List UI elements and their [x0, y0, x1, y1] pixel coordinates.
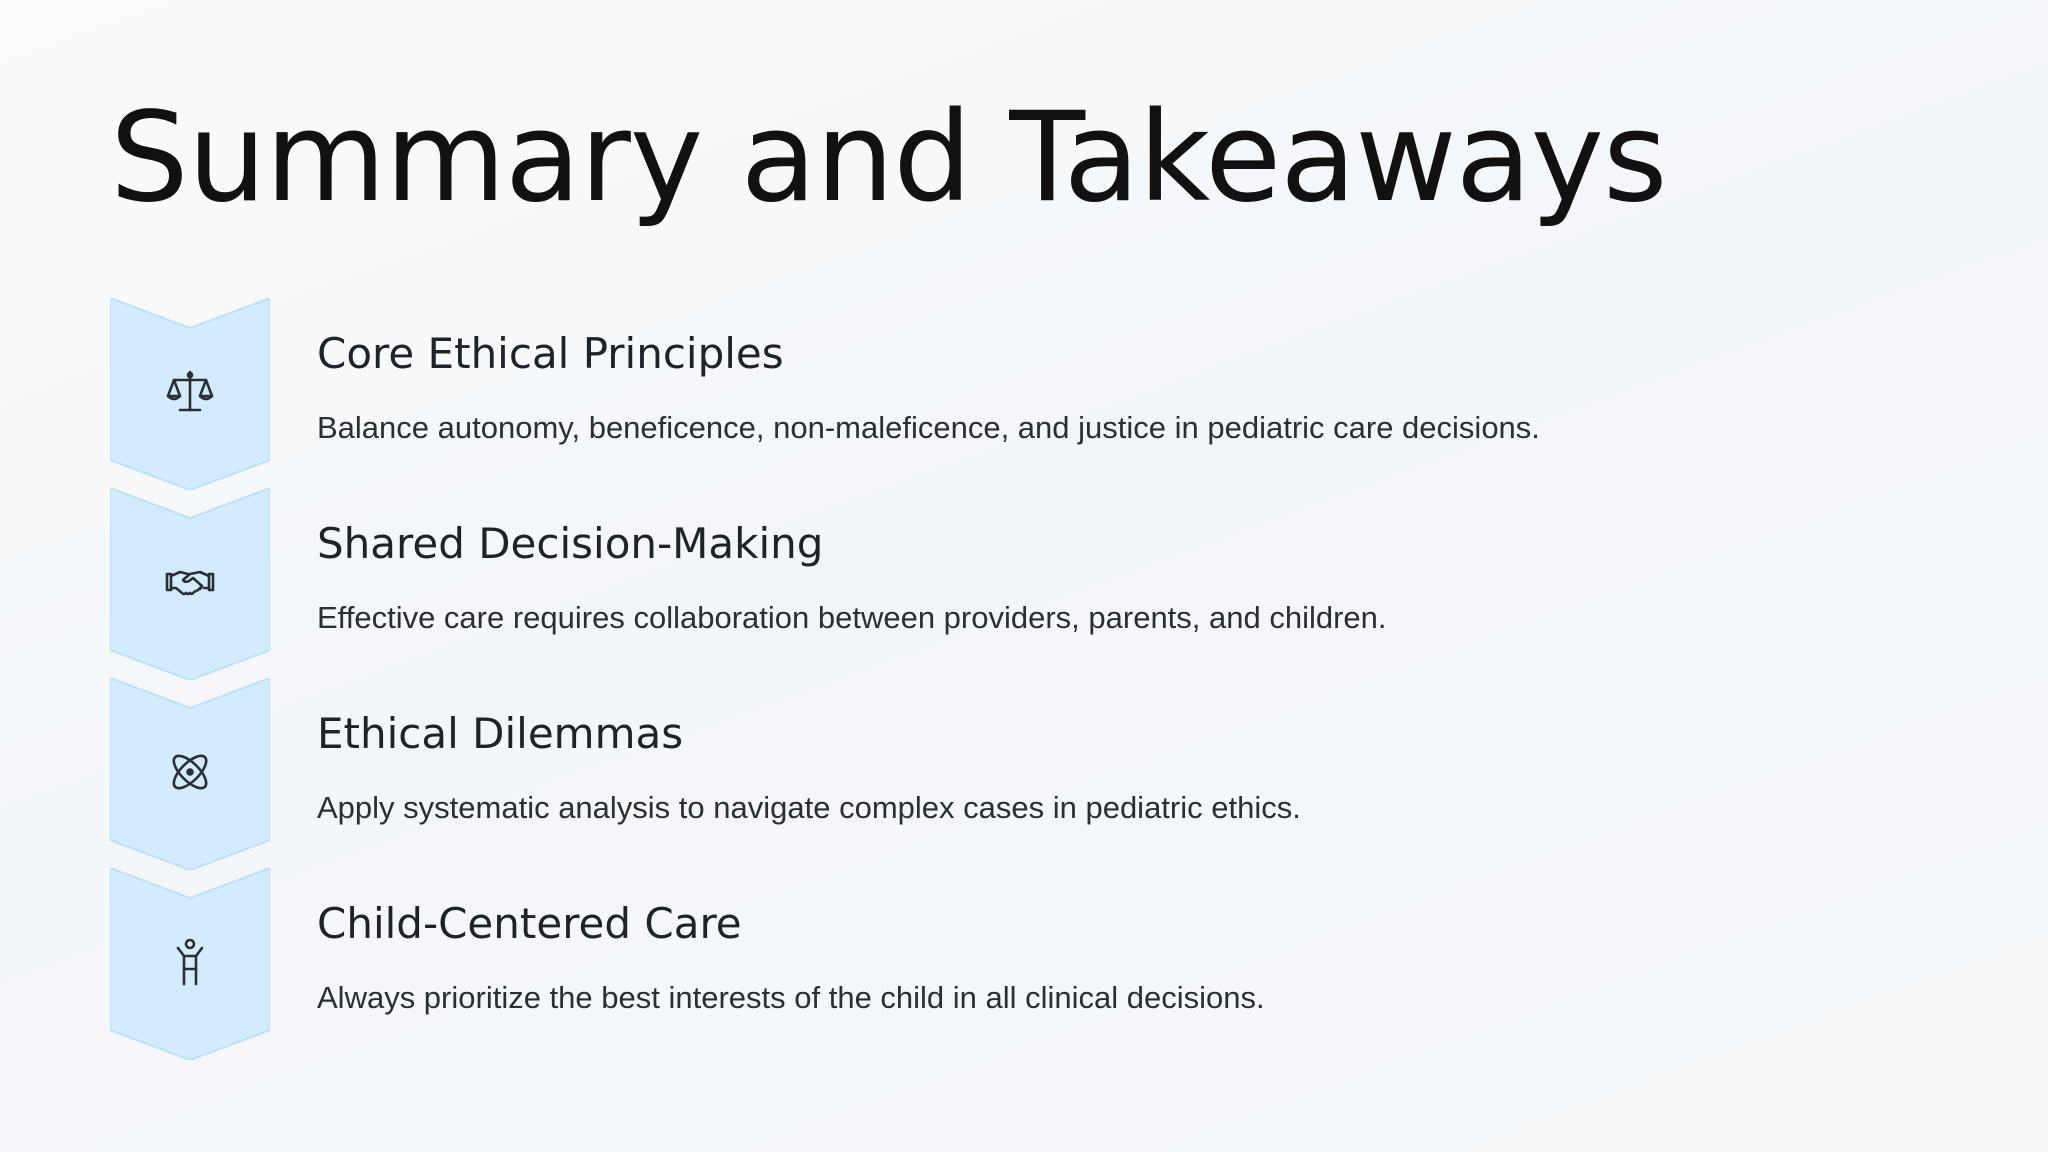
item-description: Balance autonomy, beneficence, non-maleficence, and justice in pediatric care decisions.: [317, 410, 1540, 445]
list-item: [110, 868, 2010, 1058]
item-title: Ethical Dilemmas: [317, 709, 684, 758]
chevron-marker: [110, 868, 270, 1060]
item-description: Effective care requires collaboration between providers, parents, and children.: [317, 600, 1387, 635]
takeaways-list: [110, 298, 2010, 1058]
scales-icon: [164, 366, 216, 418]
item-description: Always prioritize the best interests of the child in all clinical decisions.: [317, 980, 1265, 1015]
slide-title: Summary and Takeaways: [110, 86, 1667, 230]
chevron-marker: [110, 298, 270, 490]
list-item: [110, 298, 2010, 488]
handshake-icon: [164, 556, 216, 608]
child-icon: [164, 936, 216, 988]
chevron-marker: [110, 678, 270, 870]
list-item: [110, 488, 2010, 678]
item-title: Shared Decision-Making: [317, 519, 824, 568]
chevron-marker: [110, 488, 270, 680]
item-title: Child-Centered Care: [317, 899, 742, 948]
item-title: Core Ethical Principles: [317, 329, 784, 378]
atom-icon: [164, 746, 216, 798]
list-item: [110, 678, 2010, 868]
item-description: Apply systematic analysis to navigate complex cases in pediatric ethics.: [317, 790, 1301, 825]
